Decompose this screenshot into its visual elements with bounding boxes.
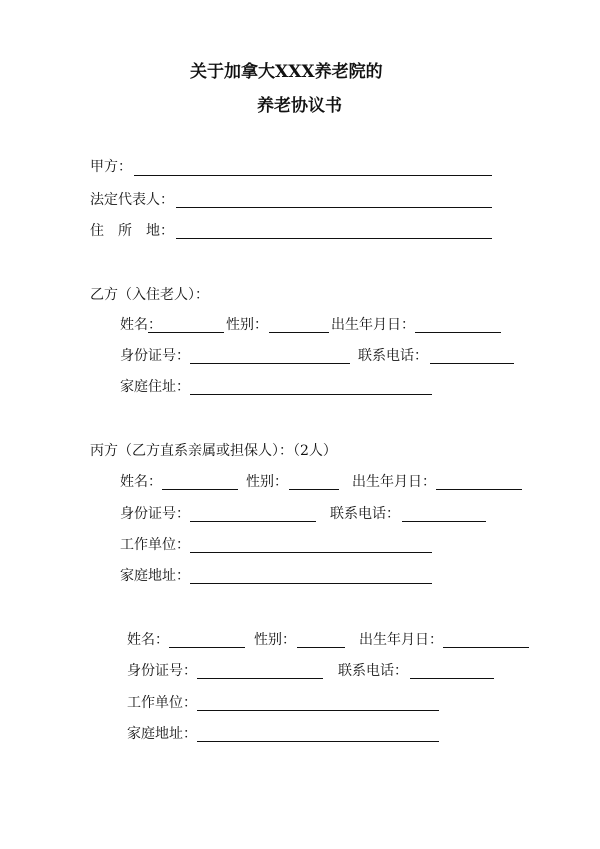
party-b-name-blank[interactable] — [148, 332, 224, 333]
party-c2-home-label: 家庭地址： — [127, 726, 197, 742]
party-c1-phone-label: 联系电话： — [330, 506, 400, 522]
document-title-line1: 关于加拿大XXX养老院的 — [190, 62, 383, 82]
party-c-heading: 丙方（乙方直系亲属或担保人）：（2人） — [90, 443, 337, 459]
legal-rep-label: 法定代表人： — [90, 192, 174, 208]
party-c2-phone-blank[interactable] — [410, 678, 494, 679]
party-c2-birth-label: 出生年月日： — [359, 632, 443, 648]
party-b-gender-label: 性别： — [226, 317, 268, 333]
party-c1-id-label: 身份证号： — [120, 506, 190, 522]
party-b-id-blank[interactable] — [190, 363, 350, 364]
party-c1-name-blank[interactable] — [162, 489, 238, 490]
party-c1-work-blank[interactable] — [190, 552, 432, 553]
party-b-gender-blank[interactable] — [269, 332, 329, 333]
address-blank[interactable] — [176, 238, 492, 239]
party-b-heading: 乙方（入住老人）： — [90, 287, 209, 303]
document-title-line2: 养老协议书 — [257, 96, 342, 116]
party-c1-gender-blank[interactable] — [289, 489, 339, 490]
address-label: 住 所 地： — [90, 223, 174, 239]
party-c1-home-label: 家庭地址： — [120, 568, 190, 584]
party-a-label: 甲方： — [90, 159, 132, 175]
party-b-birth-label: 出生年月日： — [331, 317, 415, 333]
party-c1-work-label: 工作单位： — [120, 537, 190, 553]
party-b-home-blank[interactable] — [190, 394, 432, 395]
party-c1-phone-blank[interactable] — [402, 521, 486, 522]
party-c1-gender-label: 性别： — [246, 474, 288, 490]
party-c2-home-blank[interactable] — [197, 741, 439, 742]
party-c1-id-blank[interactable] — [190, 521, 316, 522]
party-c2-work-label: 工作单位： — [127, 695, 197, 711]
party-b-phone-label: 联系电话： — [358, 348, 428, 364]
party-c1-home-blank[interactable] — [190, 583, 432, 584]
party-b-name-label: 姓名： — [120, 317, 162, 333]
party-c1-birth-label: 出生年月日： — [352, 474, 436, 490]
party-c2-name-label: 姓名： — [127, 632, 169, 648]
party-c2-gender-blank[interactable] — [297, 647, 345, 648]
party-c1-birth-blank[interactable] — [436, 489, 522, 490]
party-c2-birth-blank[interactable] — [443, 647, 529, 648]
party-b-id-label: 身份证号： — [120, 348, 190, 364]
party-c2-phone-label: 联系电话： — [338, 663, 408, 679]
party-b-home-label: 家庭住址： — [120, 379, 190, 395]
party-b-phone-blank[interactable] — [430, 363, 514, 364]
legal-rep-blank[interactable] — [176, 207, 492, 208]
party-c2-gender-label: 性别： — [254, 632, 296, 648]
party-c2-work-blank[interactable] — [197, 710, 439, 711]
party-b-birth-blank[interactable] — [415, 332, 501, 333]
party-a-blank[interactable] — [134, 175, 492, 176]
party-c1-name-label: 姓名： — [120, 474, 162, 490]
party-c2-name-blank[interactable] — [169, 647, 245, 648]
party-c2-id-label: 身份证号： — [127, 663, 197, 679]
party-c2-id-blank[interactable] — [197, 678, 323, 679]
